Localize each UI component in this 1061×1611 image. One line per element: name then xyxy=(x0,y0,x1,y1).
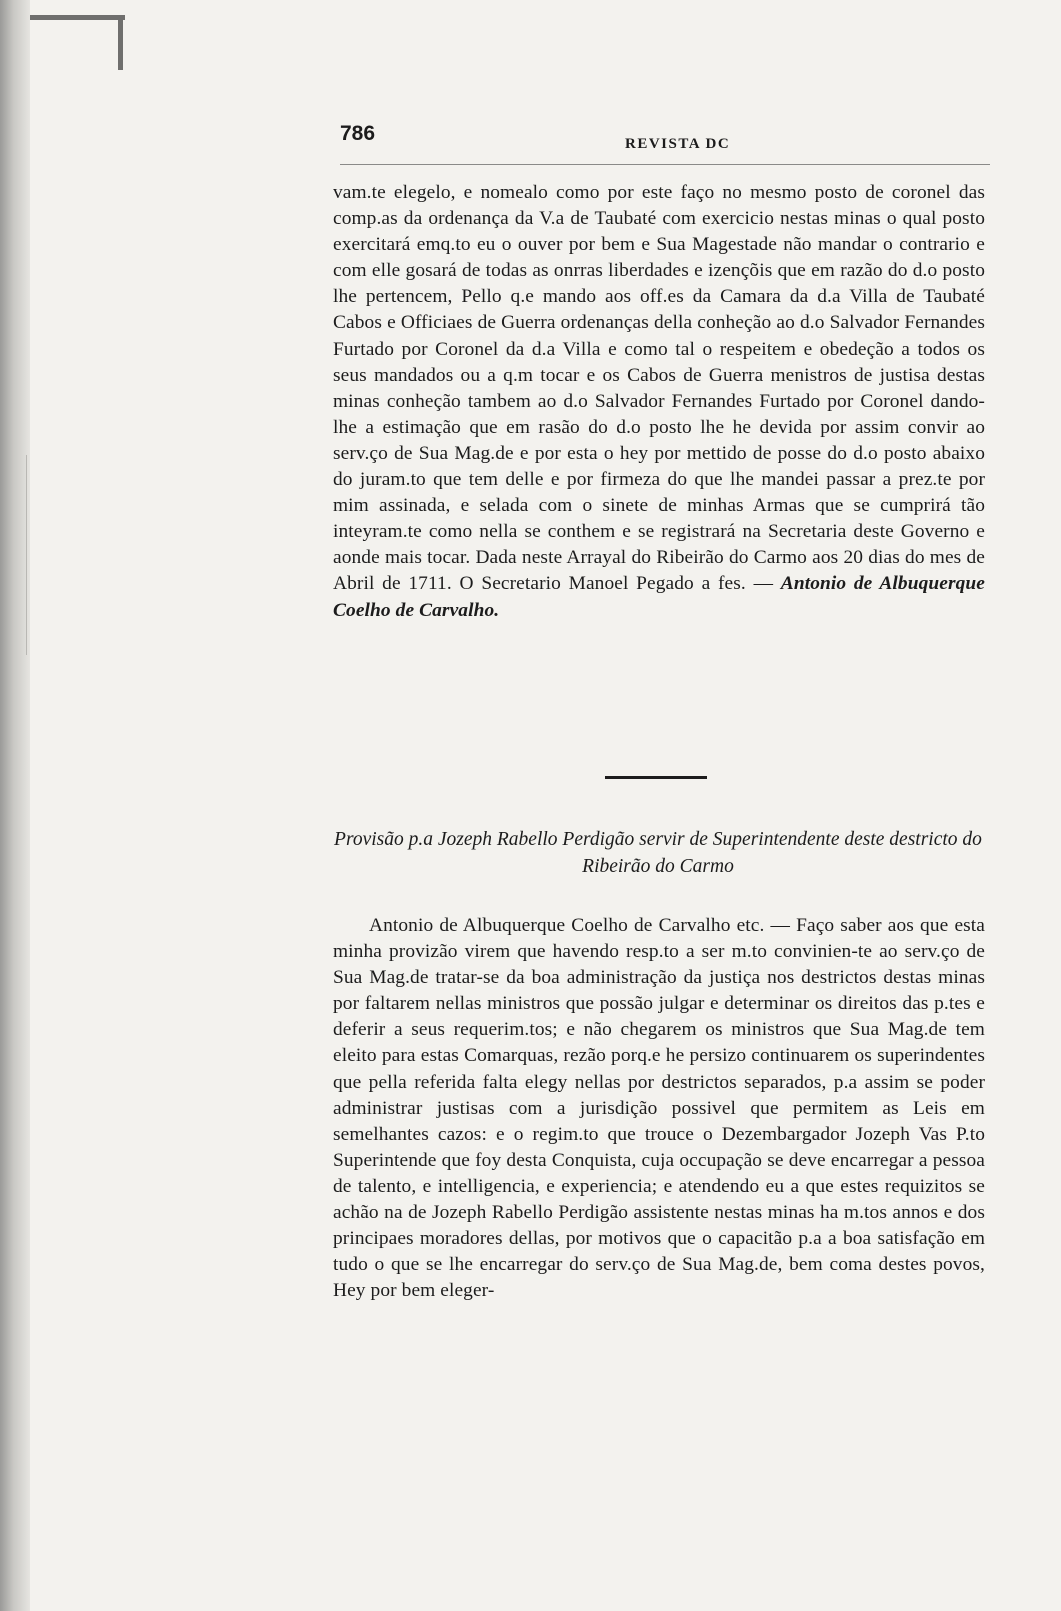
continued-paragraph xyxy=(333,180,985,624)
header-rule xyxy=(340,164,990,165)
binding-mark xyxy=(118,15,123,70)
section-heading: Provisão p.a Jozeph Rabello Perdigão servir de Superintendente deste destricto do Ribeirão do Carmo xyxy=(334,829,982,877)
binding-mark xyxy=(30,15,125,20)
signature: Antonio de Albuquerque Coelho de Carvalho. xyxy=(333,573,985,621)
section-paragraph: Antonio de Albuquerque Coelho de Carvalho etc. — Faço saber aos que esta minha provizão virem que havendo resp.to a ser m.to convinien-te ao serv.ço de Sua Mag.de tratar-se da boa administração da justiça nos destrictos destas minas por faltarem nellas ministros que possão julgar e determinar os direitos das p.tes e deferir a seus requerim.tos; e não chegarem os ministros que Sua Mag.de tem eleito para estas Comarquas, rezão porq.e he persizo continuarem os superindentes que pella referida falta elegy nellas por destrictos separados, p.a assim se poder administrar justisas com a jurisdição possivel que permitem as Leis em semelhantes cazos: e o regim.to que trouce o Dezembargador Jozeph Vas P.to Superintende que foy desta Conquista, cuja occupação se deve encarregar a pessoa de talento, e intelligencia, e experiencia; e atendendo eu a que estes requizitos se achão na de Jozeph Rabello Perdigão assistente nestas minas ha m.tos annos e dos principaes moradores dellas, por motivos que o capacitão p.a a boa satisfação em tudo o que se lhe encarregar do serv.ço de Sua Mag.de, bem coma destes povos, Hey por bem eleger- xyxy=(333,915,985,1302)
book-binding-edge xyxy=(0,0,30,1611)
paragraph-text: vam.te elegelo, e nomealo como por este faço no mesmo posto de coronel das comp.as da ordenança da V.a de Taubaté com exercicio nestas minas o qual posto exercitará emq.to eu o ouver por bem e Sua Magestade não mandar o contrario e com elle gosará de todas as onrras liberdades e izençõis que em razão do d.o posto lhe pertencem, Pello q.e mando aos off.es da Camara da d.a Villa de Taubaté Cabos e Officiaes de Guerra ordenanças della conheção ao d.o Salvador Fernandes Furtado por Coronel da d.a Villa e como tal o respeitem e obedeção a todos os seus mandados ou a q.m tocar e os Cabos de Guerra menistros de justisa destas minas conheção tambem ao d.o Salvador Fernandes Furtado por Coronel dando-lhe a estimação que em rasão do d.o posto lhe he devida por assim convir ao serv.ço de Sua Mag.de e por esta o hey por mettido de posse do d.o posto abaixo do juram.to que tem delle e por firmeza do que lhe mandei passar a prez.te por mim assinada, e selada com o sinete de minhas Armas que se cumprirá tão inteyram.te como nella se conthem e se registrará na Secretaria deste Governo e aonde mais tocar. Dada neste Arrayal do Ribeirão do Carmo aos 20 dias do mes de Abril de 1711. O Secretario Manoel Pegado a fes. — xyxy=(333,182,985,595)
page-number: 786 xyxy=(340,122,376,145)
running-head xyxy=(340,122,990,162)
gutter-line xyxy=(26,455,27,655)
journal-title: REVISTA DC xyxy=(625,136,731,152)
section-separator xyxy=(605,776,707,779)
